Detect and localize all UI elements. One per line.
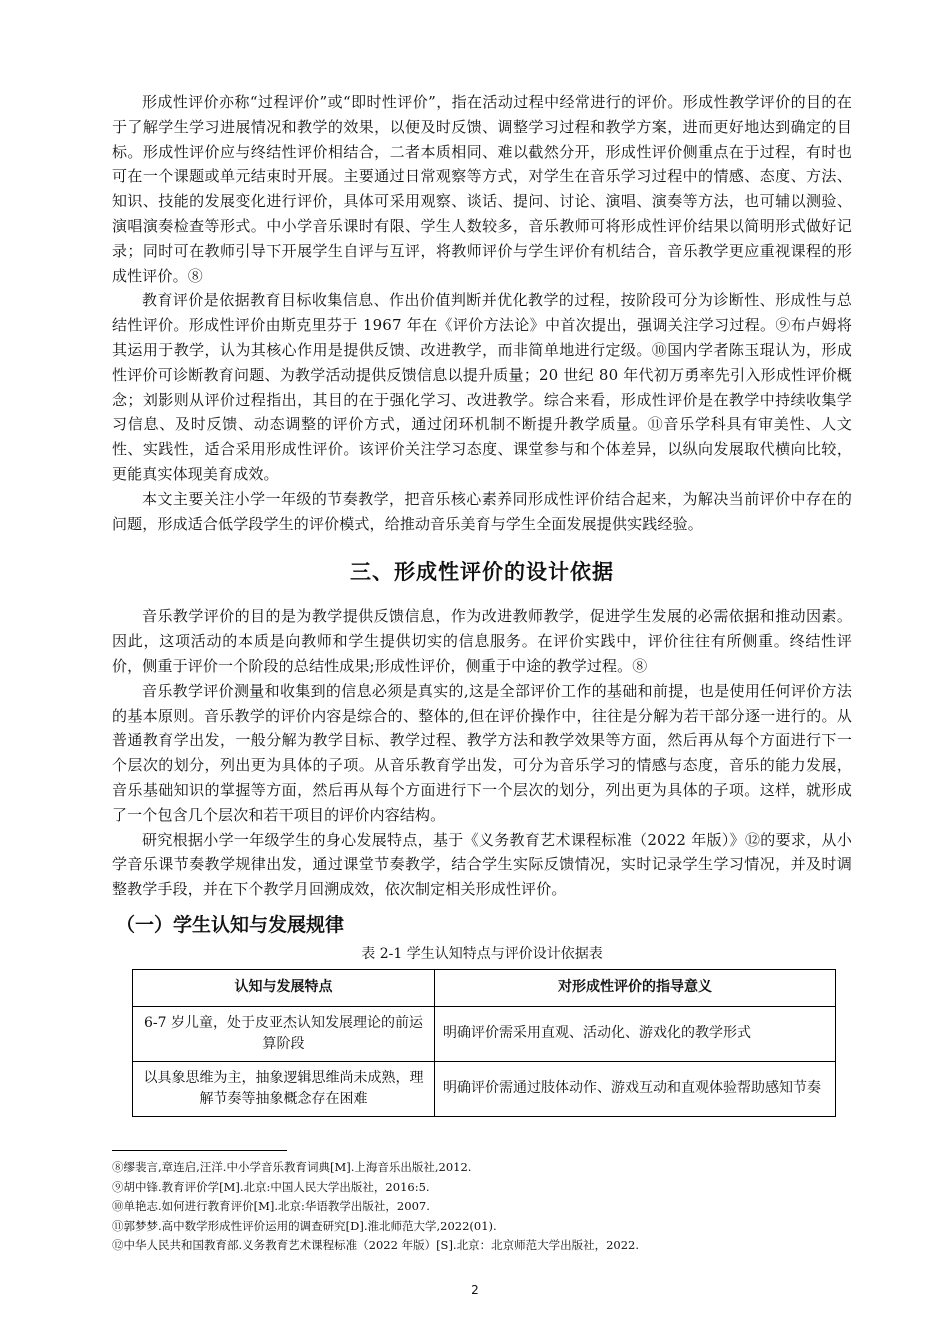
table-row <box>133 1061 836 1116</box>
table-cell: 以具象思维为主，抽象逻辑思维尚未成熟，理解节奏等抽象概念存在困难 <box>133 1061 435 1116</box>
page-body <box>112 90 852 1117</box>
table-cell: 6-7 岁儿童，处于皮亚杰认知发展理论的前运算阶段 <box>133 1006 435 1061</box>
section-paragraph-1: 音乐教学评价的目的是为教学提供反馈信息，作为改进教师教学，促进学生发展的必需依据和推动因素。因此，这项活动的本质是向教师和学生提供切实的信息服务。在评价实践中，评价往往有所侧重。终结性评价，侧重于评价一个阶段的总结性成果;形成性评价，侧重于中途的教学过程。⑧ <box>112 607 852 675</box>
footnote: ⑩单艳志.如何进行教育评价[M].北京:华语教学出版社，2007. <box>112 1199 430 1213</box>
intro-paragraph-3: 本文主要关注小学一年级的节奏教学，把音乐核心素养同形成性评价结合起来，为解决当前评价中存在的问题，形成适合低学段学生的评价模式，给推动音乐美育与学生全面发展提供实践经验。 <box>112 489 852 533</box>
intro-paragraph-1: 形成性评价亦称“过程评价”或“即时性评价”，指在活动过程中经常进行的评价。形成性教学评价的目的在于了解学生学习进展情况和教学的效果，以便及时反馈、调整学习过程和教学方案，进而更好地达到确定的目标。形成性评价应与终结性评价相结合，二者本质相同、难以截然分开，形成性评价侧重点在于过程，有时也可在一个课题或单元结束时开展。主要通过日常观察等方式，对学生在音乐学习过程中的情感、态度、方法、知识、技能的发展变化进行评价，具体可采用观察、谈话、提问、讨论、演唱、演奏等方法，也可辅以测验、演唱演奏检查等形式。中小学音乐课时有限、学生人数较多，音乐教师可将形成性评价结果以简明形式做好记录；同时可在教师引导下开展学生自评与互评，将教师评价与学生评价有机结合，音乐教学更应重视课程的形成性评价。⑧ <box>112 93 852 285</box>
footnote-separator <box>112 1150 287 1151</box>
table-row <box>133 1006 836 1061</box>
table-cell: 明确评价需采用直观、活动化、游戏化的教学形式 <box>435 1006 836 1061</box>
table-header-cell: 认知与发展特点 <box>133 969 435 1006</box>
section-paragraph-2: 音乐教学评价测量和收集到的信息必须是真实的,这是全部评价工作的基础和前提，也是使用任何评价方法的基本原则。音乐教学的评价内容是综合的、整体的,但在评价操作中，往往是分解为若干部分逐一进行的。从普通教育学出发，一般分解为教学目标、教学过程、教学方法和教学效果等方面，然后再从每个方面进行下一个层次的划分，列出更为具体的子项。从音乐教育学出发，可分为音乐学习的情感与态度，音乐的能力发展，音乐基础知识的掌握等方面，然后再从每个方面进行下一个层次的划分，列出更为具体的子项。这样，就形成了一个包含几个层次和若干项目的评价内容结构。 <box>112 681 852 824</box>
table-header-row <box>133 969 836 1006</box>
footnote: ⑫中华人民共和国教育部.义务教育艺术课程标准（2022 年版）[S].北京：北京师范大学出版社，2022. <box>112 1238 640 1252</box>
table-caption: 表 2-1 学生认知特点与评价设计依据表 <box>361 945 603 962</box>
cognition-table <box>132 969 836 1117</box>
section-paragraph-3: 研究根据小学一年级学生的身心发展特点，基于《义务教育艺术课程标准（2022 年版）》⑫的要求，从小学音乐课节奏教学规律出发，通过课堂节奏教学，结合学生实际反馈情况，实时记录学生学习情况，并及时调整教学手段，并在下个教学月回溯成效，依次制定相关形成性评价。 <box>112 830 852 899</box>
table-cell: 明确评价需通过肢体动作、游戏互动和直观体验帮助感知节奏 <box>435 1061 836 1116</box>
table-header-cell: 对形成性评价的指导意义 <box>435 969 836 1006</box>
page-number: 2 <box>471 1283 479 1297</box>
footnotes <box>112 1158 852 1256</box>
intro-paragraph-2: 教育评价是依据教育目标收集信息、作出价值判断并优化教学的过程，按阶段可分为诊断性、形成性与总结性评价。形成性评价由斯克里芬于 1967 年在《评价方法论》中首次提出，强调关注学习过程。⑨布卢姆将其运用于教学，认为其核心作用是提供反馈、改进教学，而非简单地进行定级。⑩国内学者陈玉琨认为，形成性评价可诊断教育问题、为教学活动提供反馈信息以提升质量；20 世纪 80 年代初万勇率先引入形成性评价概念；刘影则从评价过程指出，其目的在于强化学习、改进教学。综合来看，形成性评价是在教学中持续收集学习信息、及时反馈、动态调整的评价方式，通过闭环机制不断提升教学质量。⑪音乐学科具有审美性、人文性、实践性，适合采用形成性评价。该评价关注学习态度、课堂参与和个体差异，以纵向发展取代横向比较，更能真实体现美育成效。 <box>112 291 852 483</box>
footnote: ⑧缪裴言,章连启,汪洋.中小学音乐教育词典[M].上海音乐出版社,2012. <box>112 1160 472 1174</box>
subsection-title: （一）学生认知与发展规律 <box>116 913 345 936</box>
footnote: ⑪郭梦梦.高中数学形成性评价运用的调查研究[D].淮北师范大学,2022(01). <box>112 1218 497 1233</box>
footnote: ⑨胡中锋.教育评价学[M].北京:中国人民大学出版社，2016:5. <box>112 1179 430 1194</box>
section-title: 三、形成性评价的设计依据 <box>350 560 614 585</box>
